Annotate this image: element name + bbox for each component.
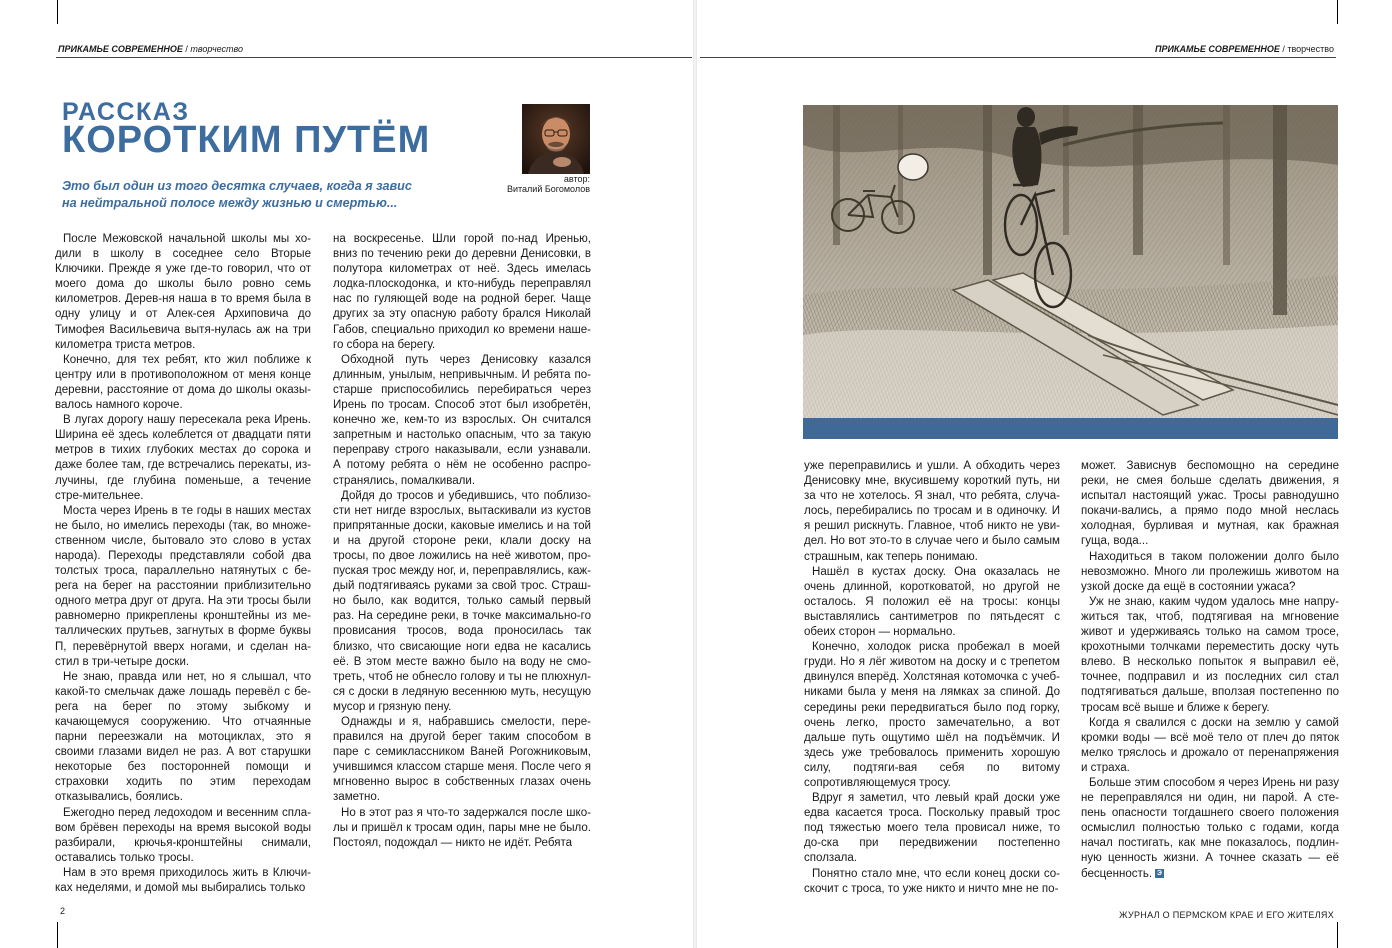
text-column-right-2 xyxy=(1081,459,1339,882)
end-of-article-mark: Э xyxy=(1155,869,1164,878)
paragraph: Не знаю, правда или нет, но я слышал, что какой-то смельчак даже лошадь перевёл с бе-рега на берег по этому зыбкому и качающемуся сооружению. Что отчаянные парни переезжали на мотоциклах, это я своими глазами видел не раз. А вот старушки некоторые без посторонней помощи и страховки ходить по этим переходам отказывались, боялись. xyxy=(55,670,311,804)
header-rule-left xyxy=(56,57,692,58)
running-header-left xyxy=(58,44,243,54)
crop-mark-right-bottom xyxy=(1337,922,1338,948)
paragraph: Нам в это время приходилось жить в Ключи-ках неделями, и домой мы выбирались только xyxy=(55,866,311,895)
paragraph: В лугах дорогу нашу пересекала река Ирень. Ширина её здесь колеблется от двадцати пяти метров в тихих глубоких местах до сорока и даже более там, где встречались перекаты, из-лучины, где глубина поменьше, а течение стре-мительнее. xyxy=(55,414,311,502)
crop-mark-right xyxy=(1337,0,1338,24)
spine-gutter xyxy=(693,0,697,948)
paragraph: Однажды и я, набравшись смелости, пере-правился на другой берег таким способом в паре с семиклассником Ваней Рогожниковым, учившимся классом старше меня. После чего я мгновенно вырос в собственных глазах очень заметно. xyxy=(333,716,591,804)
paragraph xyxy=(1081,776,1339,882)
crop-mark-left xyxy=(57,0,58,24)
paragraph: на воскресенье. Шли горой по-над Иренью, вниз по течению реки до деревни Денисовки, в полутора километрах от неё. Здесь имелась лодка-плоскодонка, и кто-нибудь переправлял нас по гуляющей воде на родной берег. Чаще других за эту опасную работу брался Николай Габов, специально приходил ко времени наше-го сбора на берегу. xyxy=(333,233,591,351)
author-label: автор: xyxy=(563,174,590,184)
paragraph: Когда я свалился с доски на землю у самой кромки воды — всё моё тело от плеч до пяток мелко тряслось и дрожало от перенапряжения и страха. xyxy=(1081,716,1339,774)
paragraph: Уж не знаю, каким чудом удалось мне напру-житься так, чтоб, подтягивая на мгновение живот и удерживаясь только на самом тросе, крохотными толчками переместить доску чуть влево. В несколько попыток я выправил её, точнее, подправил и из последних сил стал подтягиваться дальше, вползая постепенно по тросам всё выше и ближе к берегу. xyxy=(1081,595,1339,714)
section-name: творчество xyxy=(1287,44,1334,54)
paragraph: После Межовской начальной школы мы хо-дили в школу в соседнее село Вторые Ключики. Прежде я уже где-то говорил, что от моего дома до школы было ровно семь километров. Дерев-ня наша в то время была в одну улицу и от Алек-сея Архиповича до Тимофея Васильевича вытя-нулась аж на три километра триста метров. xyxy=(55,233,311,351)
author-credit xyxy=(470,174,590,194)
paragraph: Конечно, для тех ребят, кто жил поближе к центру или в противоположном от меня конце деревни, расстояние от дома до школы оказы-валось намного короче. xyxy=(55,353,311,412)
article-lead: Это был один из того десятка случаев, когда я завис на нейтральной полосе между жизнью и смертью... xyxy=(62,179,412,210)
page-number: 2 xyxy=(60,906,66,916)
header-slash: / xyxy=(1279,44,1288,54)
paragraph: Конечно, холодок риска пробежал в моей груди. Но я лёг животом на доску и с трепетом двинулся вперёд. Холстяная котомочка с учеб-никами была у меня на лямках за спиной. До середины реки передвигаться было под горку, очень легко, просто замечательно, а вот дальше путь ощутимо шёл на подъёмчик. И здесь уже требовалось применить хорошую силу, подтяги-вая себя по витому сопротивляющемуся тросу. xyxy=(804,641,1060,789)
paragraph: Моста через Ирень в те годы в наших местах не было, но имелись переходы (так, во множе-ственном числе, бытовало это слово в устах народа). Переходы представляли собой два толстых троса, параллельно натянутых с бе-рега на берег на расстоянии приблизительно одного метра друг от друга. На эти тросы были равномерно прикреплены кронштейны из ме-таллических прутьев, загнутых в форме буквы П, перевёрнутой вверх ногами, и сделан на-стил в три-четыре доски. xyxy=(55,504,311,668)
paragraph: Находиться в таком положении долго было невозможно. Много ли пролежишь животом на узкой доске да ещё в состоянии ужаса? xyxy=(1081,550,1339,593)
text-column-right-1 xyxy=(804,459,1060,897)
paragraph: Понятно стало мне, что если конец доски со-скочит с троса, то уже никто и ничто мне не по- xyxy=(804,867,1060,895)
paragraph: может. Зависнув беспомощно на середине реки, не смея больше сделать движения, я испытал настоящий ужас. Тросы равнодушно покачи-вались, а прямо подо мной неслась холодная, бурливая и мутная, как бражная гуща, вода... xyxy=(1081,460,1339,548)
magazine-name: ПРИКАМЬЕ СОВРЕМЕННОЕ xyxy=(1154,44,1280,54)
paragraph: Вдруг я заметил, что левый край доски уже едва касается троса. Поскольку правый трос под тяжестью моего тела провисал ниже, то до-ска при передвижении постепенно сползала. xyxy=(804,792,1060,865)
illustration-caption-band xyxy=(803,418,1338,439)
header-slash: / xyxy=(182,44,191,54)
paragraph: Обходной путь через Денисовку казался длинным, унылым, непривычным. И ребята по-старше приспособились перебираться через Ирень по тросам. Способ этот был изобретён, конечно же, кем-то из взрослых. Он считался запретным и настолько опасным, что за такую переправу строго наказывали, если узнавали. А потому ребята о нём не особенно распро-странялись, помалкивали. xyxy=(333,353,591,487)
paragraph: Ежегодно перед ледоходом и весенним спла-вом брёвен переходы на время высокой воды разбирали, крючья-кронштейны снимали, оставались только тросы. xyxy=(55,806,311,864)
article-kicker: РАССКАЗ xyxy=(62,98,190,126)
paragraph: Но в этот раз я что-то задержался после шко-лы и пришёл к тросам один, пары мне не было. Постоял, подождал — никто не идёт. Ребята xyxy=(333,806,591,849)
magazine-name: ПРИКАМЬЕ СОВРЕМЕННОЕ xyxy=(58,44,183,54)
crop-mark-left-bottom xyxy=(57,922,58,948)
article-title: КОРОТКИМ ПУТЁМ xyxy=(62,119,431,161)
author-photo xyxy=(522,104,590,174)
paragraph: Дойдя до тросов и убедившись, что поблизо-сти нет нигде взрослых, вытаскивали из кустов припрятанные доски, каковые имелись и на той и на другой стороне реки, клали доску на тросы, по двое ложились на неё животом, про-пуская трос между ног, и, переправлялись, каж-дый подтягиваясь руками за свой трос. Страш-но было, как водится, только самый первый раз. На середине реки, в точке максимально-го провисания тросов, вода проносилась так близко, что свисающие ноги едва не касались её. В этом месте важно было на воду не смо-треть, чтоб не обнесло голову и ты не плюхнул-ся с доски в ледяную весеннюю муть, несущую мусор и грязную пену. xyxy=(333,489,591,713)
paragraph: уже переправились и ушли. А обходить через Денисовку мне, вкусившему короткий путь, ни за что не хотелось. Я знал, что ребята, случа-лось, перебирались по тросам и в одиночку. И я решил рискнуть. Главное, чтоб никто не уви-дел. Но вот это-то в случае чего и было самым страшным, как теперь понимаю. xyxy=(804,460,1060,563)
paragraph: Нашёл в кустах доску. Она оказалась не очень длинной, коротковатой, но другой не осталось. Я положил её на тросы: концы выставлялись сантиметров по пятьдесят с обеих сторон — нормально. xyxy=(804,565,1060,639)
running-header-right xyxy=(1155,44,1334,54)
text-column-left-2 xyxy=(333,232,591,851)
section-name: творчество xyxy=(190,44,244,54)
text-column-left-1 xyxy=(55,232,311,896)
header-rule-right xyxy=(700,57,1336,58)
author-name: Виталий Богомолов xyxy=(507,184,590,194)
paragraph-text: Больше этим способом я через Ирень ни разу не переправлялся ни один, ни парой. А сте-пень опасности тогдашнего своего положения осмыслил полностью только с годами, когда начал постигать, как мне показалось, подлин-ную ценность жизни. А точнее сказать — её бесценность. xyxy=(1081,776,1339,880)
journal-slogan: ЖУРНАЛ О ПЕРМСКОМ КРАЕ И ЕГО ЖИТЕЛЯХ xyxy=(1119,910,1334,920)
illustration-bridge-crossing xyxy=(803,105,1338,418)
